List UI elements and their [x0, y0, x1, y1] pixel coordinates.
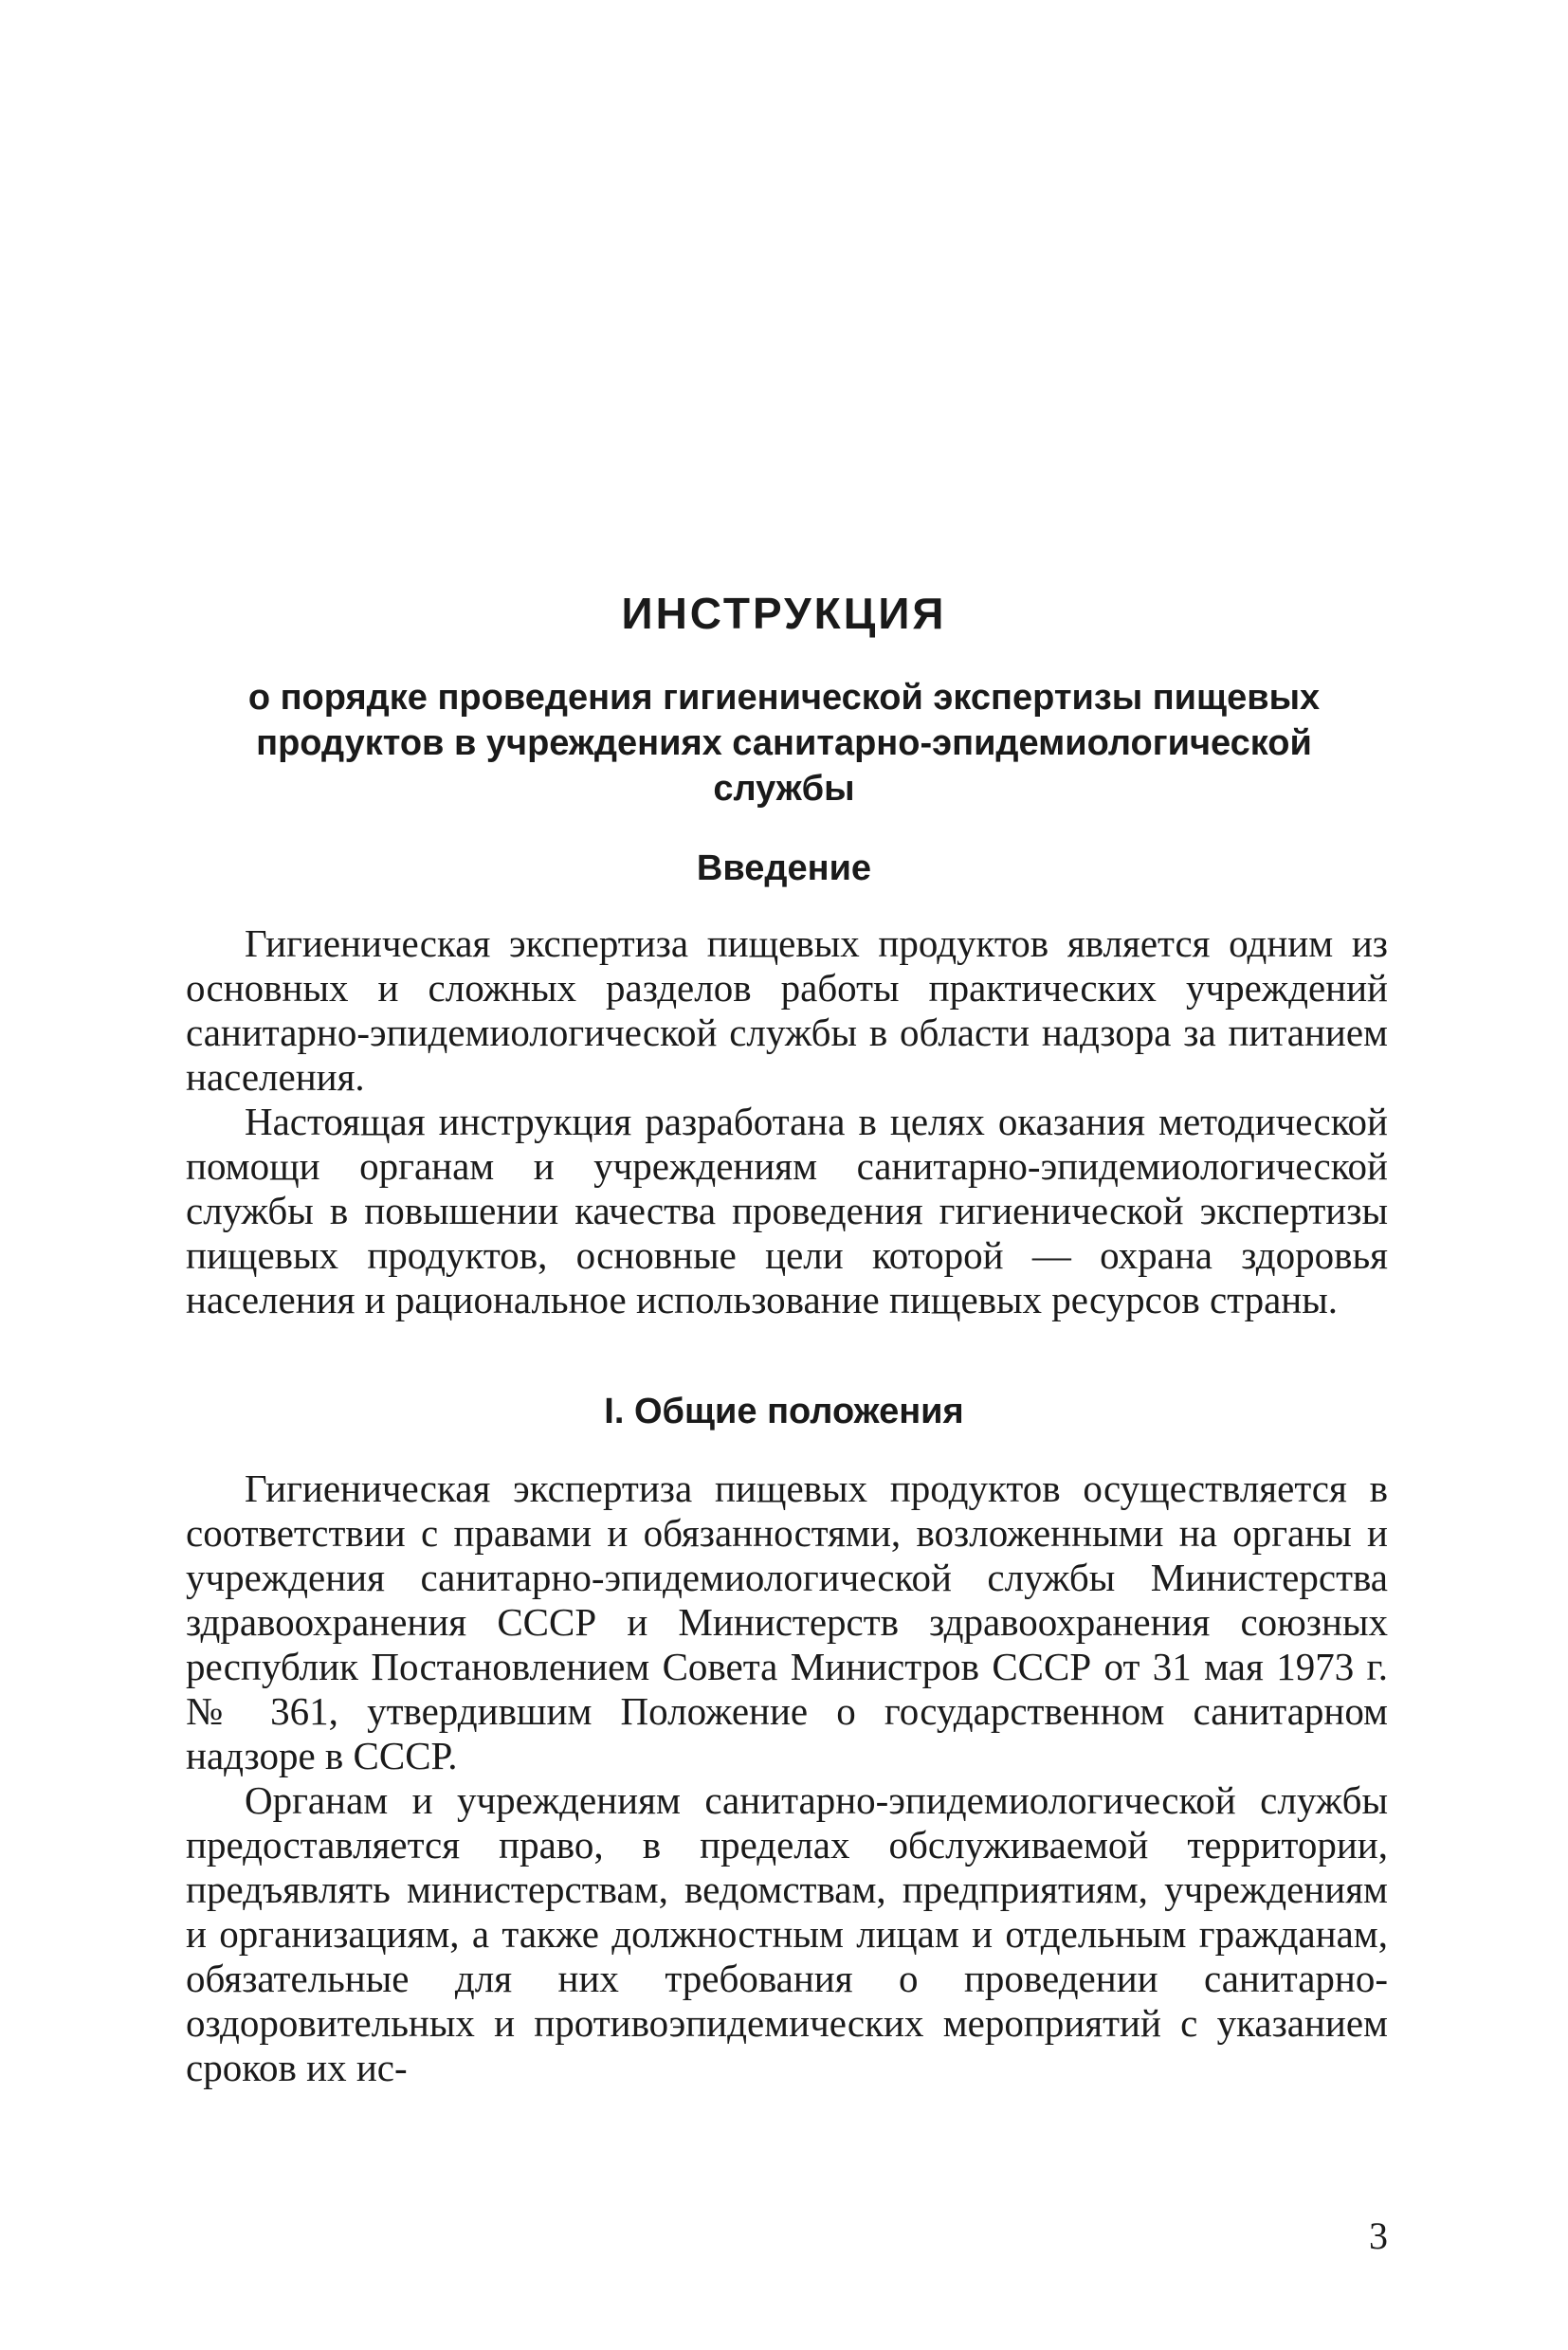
- intro-paragraph: Настоящая инструкция разработана в целях оказания методической помощи органам и учреждениям санитарно-эпидемиологической службы в повышении качества проведения гигиенической экспертизы пищевых продуктов, основные цели которой — охрана здоровья населения и рациональное использование пищевых ресурсов страны.: [186, 1100, 1388, 1321]
- section1-paragraph: Гигиеническая экспертиза пищевых продуктов осуществляется в соответствии с правами и обязанностями, возложенными на органы и учреждения санитарно-эпидемиологической службы Министерства здравоохранения СССР и Министерств здравоохранения союзных республик Постановлением Совета Министров СССР от 31 мая 1973 г. № 361, утвердившим Положение о государственном санитарном надзоре в СССР.: [186, 1466, 1388, 1777]
- section1-paragraph: Органам и учреждениям санитарно-эпидемиологической службы предоставляется право, в пределах обслуживаемой территории, предъявлять министерствам, ведомствам, предприятиям, учреждениям и организациям, а также должностным лицам и отдельным гражданам, обязательные для них требования о проведении санитарно-оздоровительных и противоэпидемических мероприятий с указанием сроков их ис-: [186, 1778, 1388, 2089]
- intro-heading: Введение: [696, 848, 872, 888]
- intro-body: [186, 921, 1388, 1322]
- page-number: 3: [1369, 2214, 1388, 2257]
- section1-body: [186, 1466, 1388, 2090]
- document-subtitle: о порядке проведения гигиенической экспертизы пищевых продуктов в учреждениях санитарно-эпидемиологической службы: [247, 678, 1321, 809]
- section1-heading: I. Общие положения: [604, 1392, 964, 1431]
- document-title: ИНСТРУКЦИЯ: [621, 589, 947, 638]
- intro-paragraph: Гигиеническая экспертиза пищевых продуктов является одним из основных и сложных разделов работы практических учреждений санитарно-эпидемиологической службы в области надзора за питанием населения.: [186, 921, 1388, 1099]
